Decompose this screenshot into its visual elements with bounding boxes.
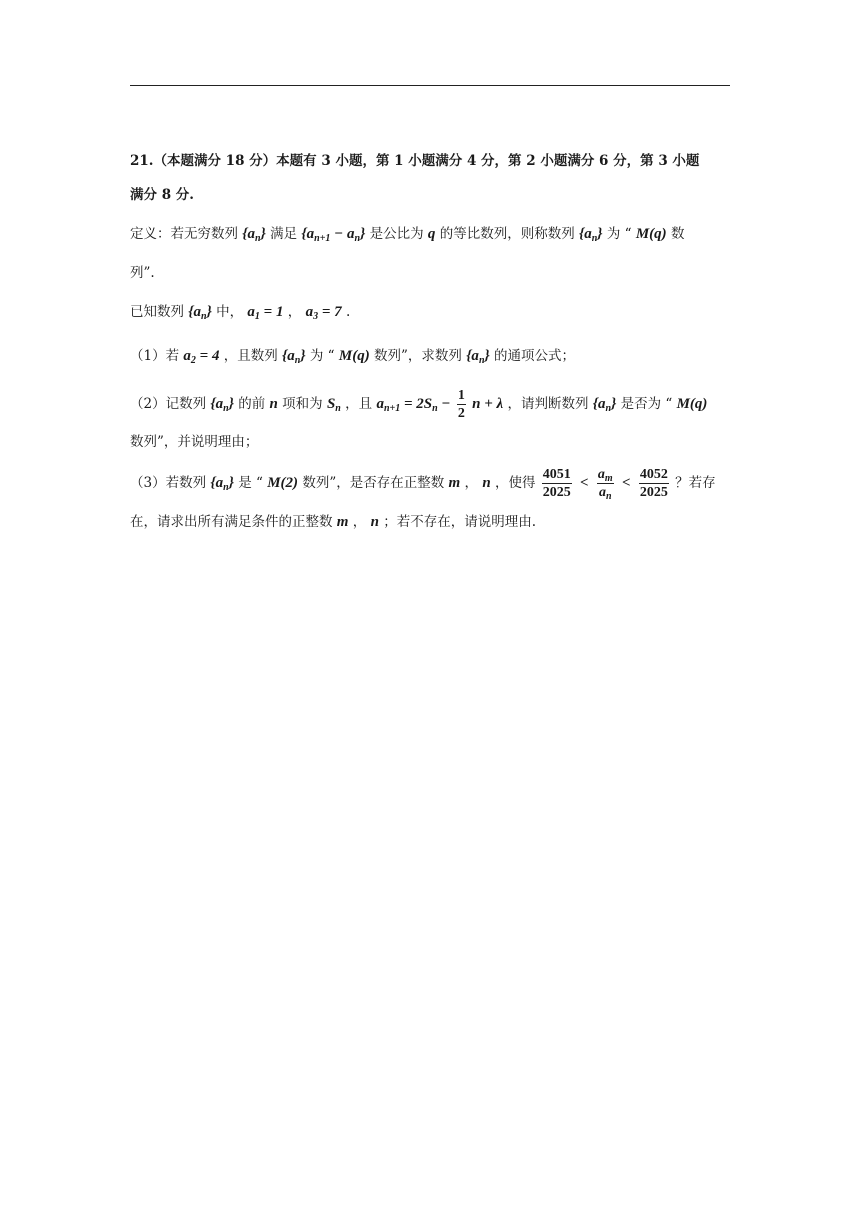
n-plus-lambda: n + λ [472,396,504,412]
recurrence: $a_{n+1} = 2S_n$ − [376,396,451,414]
q2-text-5: ，请判断数列 [507,396,589,412]
given-end: . [345,304,351,320]
q1-text-1: （1）若 [130,348,180,364]
less-than-1: < [580,475,589,491]
q3-text-5: ，使得 [494,475,536,491]
fraction-am-an: $\frac{a_m}{a_n}$ [597,467,613,502]
var-n-2: n [482,475,491,491]
seq-an-3: $\{a_n\}$ [188,304,212,322]
def-text-2: 满足 [270,226,298,242]
q2-cont-text: 数列”，并说明理由； [130,434,259,450]
seq-an: $\{a_n\}$ [242,226,266,244]
q1-text-3: 为 “ [309,348,335,364]
ratio-q: q [427,226,436,242]
q2-text-4: ，且 [345,396,373,412]
M2-symbol: M(2) [267,475,299,491]
question-3-cont [130,512,536,532]
q3-text-3: 数列”，是否存在正整数 [302,475,445,491]
question-1 [130,346,575,366]
q3-text-4: ， [464,475,479,491]
seq-an-7: $\{a_n\}$ [592,396,617,414]
def-text-3: 是公比为 [369,226,424,242]
a3-eq: $a_3 = 7$ [305,304,342,322]
problem-header-text: 21.（本题满分 18 分）本题有 3 小题，第 1 小题满分 4 分，第 2 小题满分 6 分，第 3 小题 [130,153,700,169]
fraction-4051: $\frac{4051}{2025}$ [542,467,571,500]
var-m-2: m [336,514,349,530]
question-2 [130,386,707,422]
a2-eq: $a_2 = 4$ [183,348,220,366]
header-rule [130,85,730,86]
q3-text-2: 是 “ [238,475,263,491]
fraction-half: $\frac{1}{2}$ [457,388,465,421]
definition-line [130,224,684,244]
q1-text-2: ，且数列 [223,348,278,364]
def-cont-text: 列”. [130,265,155,281]
def-text-1: 定义：若无穷数列 [130,226,238,242]
var-n: n [269,396,278,412]
q3-cont-text-1: 在，请求出所有满足条件的正整数 [130,514,333,530]
seq-an-6: $\{a_n\}$ [210,396,234,414]
def-text-5: 为 “ [606,226,632,242]
seq-an-4: $\{a_n\}$ [282,348,306,366]
given-text-2: 中， [216,304,244,320]
given-line [130,302,350,322]
q3-text-1: （3）若数列 [130,475,207,491]
given-text-1: 已知数列 [130,304,184,320]
Mq-symbol-2: M(q) [338,348,370,364]
var-n-3: n [370,514,379,530]
Mq-symbol: M(q) [635,226,667,242]
question-3 [130,465,716,501]
def-text-4: 的等比数列，则称数列 [439,226,575,242]
def-text-6: 数 [670,226,685,242]
var-m: m [448,475,461,491]
fraction-4052: $\frac{4052}{2025}$ [639,467,668,500]
problem-header-cont [130,185,194,205]
q3-cont-text-2: ， [352,514,367,530]
q2-text-1: （2）记数列 [130,396,207,412]
seq-an-8: $\{a_n\}$ [210,475,234,493]
question-2-cont [130,432,258,452]
seq-an-2: $\{a_n\}$ [579,226,603,244]
sum-Sn: $S_n$ [326,396,341,414]
q2-text-2: 的前 [238,396,266,412]
a1-eq: $a_1 = 1$ [247,304,284,322]
q3-text-6: ？若存 [675,475,716,491]
definition-cont [130,263,155,283]
less-than-2: < [621,475,631,491]
q2-text-6: 是否为 “ [620,396,673,412]
given-sep: ， [287,304,302,320]
problem-header [130,151,699,171]
q1-text-5: 的通项公式； [494,348,576,364]
Mq-symbol-3: M(q) [676,396,708,412]
q1-text-4: 数列”，求数列 [374,348,462,364]
seq-diff: $\{a_{n+1} - a_n\}$ [301,226,366,244]
seq-an-5: $\{a_n\}$ [466,348,490,366]
q2-text-3: 项和为 [282,396,323,412]
q3-cont-text-3: ；若不存在，请说明理由. [383,514,536,530]
problem-header-cont-text: 满分 8 分. [130,187,194,203]
